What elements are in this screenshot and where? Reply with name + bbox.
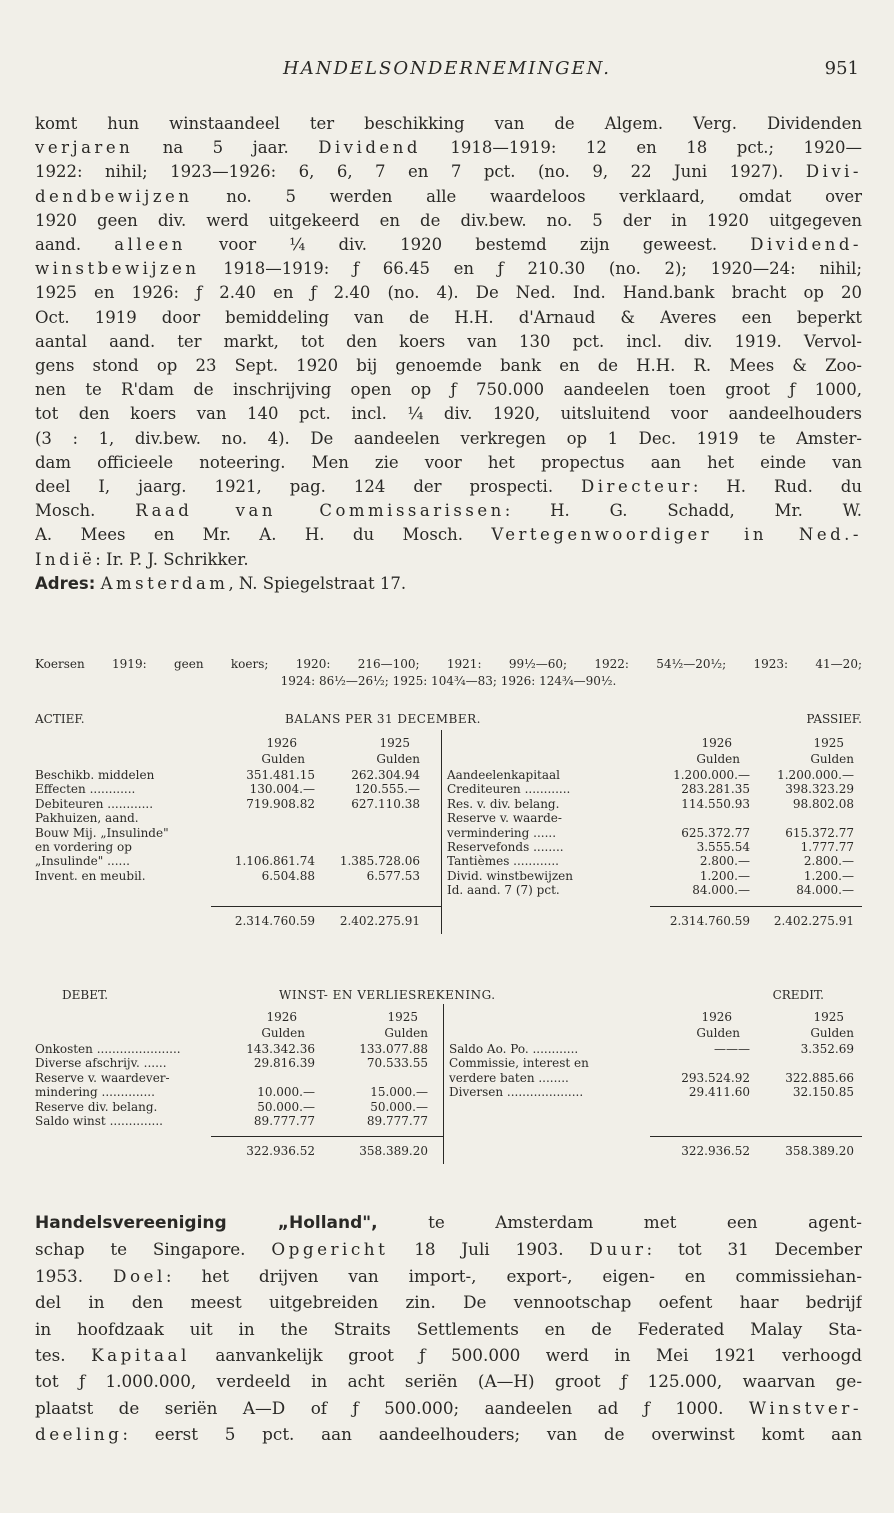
row-label: Onkosten ......................: [35, 1042, 181, 1056]
row-value: 398.323.29: [785, 782, 854, 797]
text-line: in hoofdzaak uit in the Straits Settlements en de Federated Malay Sta-: [35, 1318, 862, 1339]
column-unit: Gulden: [261, 752, 305, 766]
row-value: 120.555.—: [354, 782, 420, 797]
column-unit: Gulden: [384, 1026, 428, 1040]
row-value: 89.777.77: [253, 1114, 315, 1128]
total-value: 2.402.275.91: [773, 913, 854, 928]
row-value: 50.000.—: [257, 1099, 315, 1114]
profit-loss-account: [35, 988, 862, 1178]
prices-line: 1924: 86½—26½; 1925: 104¾—83; 1926: 124¾—90½.: [280, 674, 617, 688]
address-line: Adres: Amsterdam, N. Spiegelstraat 17.: [35, 573, 407, 593]
row-label: Reservefonds ........: [447, 840, 564, 854]
text-line: dendbewijzen no. 5 werden alle waardeloos verklaard, omdat over: [35, 186, 862, 206]
row-value: 1.106.861.74: [234, 854, 315, 869]
text-line: aantal aand. ter markt, tot den koers van 130 pct. incl. div. 1919. Vervol-: [35, 331, 862, 351]
row-value: 6.577.53: [366, 868, 420, 883]
row-value: 1.200.000.—: [673, 768, 750, 782]
row-label: Diverse afschrijv. ......: [35, 1056, 167, 1071]
column-divider: [441, 730, 442, 934]
text-line: dam officieele noteering. Men zie voor het propectus aan het einde van: [35, 452, 862, 472]
row-label: Res. v. div. belang.: [447, 796, 560, 811]
text-line: aand. alleen voor ¼ div. 1920 bestemd zijn geweest. Dividend-: [35, 235, 862, 255]
row-value: 1.200.000.—: [777, 768, 854, 782]
paragraph-company-2: [35, 1209, 862, 1448]
row-label: Tantièmes ............: [447, 854, 559, 869]
total-rule: [211, 906, 441, 907]
row-label: vermindering ......: [447, 825, 557, 840]
row-value: 10.000.—: [257, 1085, 315, 1100]
column-year: 1926: [701, 736, 732, 750]
row-label: Saldo winst ..............: [35, 1114, 163, 1128]
row-value: 143.342.36: [246, 1042, 315, 1056]
row-value: 615.372.77: [785, 825, 854, 840]
row-value: 98.802.08: [792, 796, 854, 811]
text-line: schap te Singapore. Opgericht 18 Juli 1903. Duur: tot 31 December: [35, 1239, 862, 1260]
address-label: Adres:: [35, 573, 96, 593]
text-line: del in den meest uitgebreiden zin. De vennootschap oefent haar bedrijf: [35, 1292, 862, 1313]
row-value: 1.385.728.06: [339, 854, 420, 869]
row-value: 15.000.—: [370, 1085, 428, 1100]
prices-line: Koersen 1919: geen koers; 1920: 216—100; 1921: 99½—60; 1922: 54½—20½; 1923: 41—20;: [35, 657, 862, 671]
page-header: [35, 58, 859, 88]
row-label: Reserve v. waardever-: [35, 1070, 170, 1085]
row-label: Divid. winstbewijzen: [447, 868, 573, 883]
row-label: en vordering op: [35, 840, 132, 854]
total-value: 358.389.20: [785, 1144, 854, 1159]
table-right-title: PASSIEF.: [806, 712, 862, 726]
column-year: 1925: [813, 1010, 844, 1024]
text-line: tes. Kapitaal aanvankelijk groot ƒ 500.000 werd in Mei 1921 verhoogd: [35, 1345, 862, 1366]
row-label: mindering ..............: [35, 1085, 155, 1100]
table-title: WINST- EN VERLIESREKENING.: [279, 988, 496, 1002]
page-number: 951: [824, 58, 859, 79]
text-line: Handelsvereeniging „Holland", te Amsterdam met een agent-: [35, 1212, 862, 1233]
row-value: 3.352.69: [800, 1042, 854, 1056]
text-line: 1920 geen div. werd uitgekeerd en de div.bew. no. 5 der in 1920 uitgegeven: [35, 210, 862, 230]
row-value: 2.800.—: [803, 854, 854, 869]
row-value: 283.281.35: [681, 782, 750, 797]
text-line: tot den koers van 140 pct. incl. ¼ div. 1920, uitsluitend voor aandeelhouders: [35, 404, 862, 424]
running-title: HANDELSONDERNEMINGEN.: [283, 58, 611, 79]
row-value: 29.411.60: [688, 1085, 750, 1100]
table-right-title: CREDIT.: [772, 988, 824, 1002]
total-value: 358.389.20: [359, 1144, 428, 1159]
row-value: 89.777.77: [366, 1114, 428, 1128]
text-line: komt hun winstaandeel ter beschikking van de Algem. Verg. Dividenden: [35, 114, 862, 133]
table-left-title: DEBET.: [62, 988, 109, 1002]
text-line: deel I, jaarg. 1921, pag. 124 der prospecti. Directeur: H. Rud. du: [35, 477, 862, 497]
row-label: Bouw Mij. „Insulinde": [35, 825, 169, 840]
row-label: Crediteuren ............: [447, 782, 571, 797]
column-unit: Gulden: [810, 752, 854, 766]
column-unit: Gulden: [696, 1026, 740, 1040]
column-year: 1925: [813, 736, 844, 750]
row-label: Pakhuizen, aand.: [35, 811, 139, 826]
text-line: verjaren na 5 jaar. Dividend 1918—1919: 12 en 18 pct.; 1920—: [35, 138, 862, 158]
text-line: 1953. Doel: het drijven van import-, export-, eigen- en commissiehan-: [35, 1265, 862, 1286]
table-left-title: ACTIEF.: [35, 712, 85, 726]
row-label: Reserve v. waarde-: [447, 811, 562, 826]
text-line: Oct. 1919 door bemiddeling van de H.H. d'Arnaud & Averes een beperkt: [35, 307, 862, 327]
column-unit: Gulden: [810, 1026, 854, 1040]
row-value: 29.816.39: [253, 1056, 315, 1071]
row-label: Commissie, interest en: [449, 1056, 589, 1071]
total-value: 322.936.52: [246, 1144, 315, 1159]
total-value: 2.402.275.91: [339, 913, 420, 928]
row-value: 84.000.—: [796, 883, 854, 898]
text-line: A. Mees en Mr. A. H. du Mosch. Vertegenwoordiger in Ned.-: [35, 525, 862, 545]
row-label: Reserve div. belang.: [35, 1099, 158, 1114]
row-value: 1.200.—: [699, 868, 750, 883]
total-value: 2.314.760.59: [669, 913, 750, 928]
row-label: Invent. en meubil.: [35, 868, 146, 883]
text-line: nen te R'dam de inschrijving open op ƒ 750.000 aandeelen toen groot ƒ 1000,: [35, 380, 862, 400]
text-line: deeling: eerst 5 pct. aan aandeelhouders; van de overwinst komt aan: [35, 1424, 862, 1445]
row-value: 1.200.—: [803, 868, 854, 883]
row-value: 351.481.15: [246, 768, 315, 782]
row-value: 6.504.88: [261, 868, 315, 883]
table-title: BALANS PER 31 DECEMBER.: [285, 712, 481, 726]
column-unit: Gulden: [696, 752, 740, 766]
column-year: 1926: [266, 736, 297, 750]
text-line: 1925 en 1926: ƒ 2.40 en ƒ 2.40 (no. 4). De Ned. Ind. Hand.bank bracht op 20: [35, 283, 862, 303]
column-unit: Gulden: [261, 1026, 305, 1040]
total-rule: [211, 1136, 443, 1137]
row-value: 625.372.77: [681, 825, 750, 840]
row-label: verdere baten ........: [449, 1070, 569, 1085]
row-value: 130.004.—: [249, 782, 315, 797]
row-value: 627.110.38: [351, 796, 420, 811]
row-value: 70.533.55: [366, 1056, 428, 1071]
total-value: 2.314.760.59: [234, 913, 315, 928]
paragraph-company-1: [35, 112, 862, 596]
text-line: 1922: nihil; 1923—1926: 6, 6, 7 en 7 pct. (no. 9, 22 Juni 1927). Divi-: [35, 162, 862, 182]
row-value: 262.304.94: [351, 768, 420, 782]
row-label: Aandeelenkapitaal: [447, 768, 561, 782]
row-value: 50.000.—: [370, 1099, 428, 1114]
row-value: ———: [714, 1042, 750, 1056]
row-value: 114.550.93: [681, 796, 750, 811]
row-label: Debiteuren ............: [35, 796, 154, 811]
row-value: 293.524.92: [681, 1070, 750, 1085]
text-line: (3 : 1, div.bew. no. 4). De aandeelen verkregen op 1 Dec. 1919 te Amster-: [35, 428, 862, 448]
row-value: 3.555.54: [696, 840, 750, 854]
text-line: tot ƒ 1.000.000, verdeeld in acht seriën (A—H) groot ƒ 125.000, waarvan ge-: [35, 1371, 862, 1392]
row-value: 719.908.82: [246, 796, 315, 811]
text-line: Indië: Ir. P. J. Schrikker.: [35, 549, 249, 569]
total-value: 322.936.52: [681, 1144, 750, 1159]
row-label: Diversen ....................: [449, 1085, 584, 1100]
text-line: winstbewijzen 1918—1919: ƒ 66.45 en ƒ 210.30 (no. 2); 1920—24: nihil;: [35, 259, 862, 279]
row-value: 322.885.66: [785, 1070, 854, 1085]
row-value: 84.000.—: [692, 883, 750, 898]
row-value: 2.800.—: [699, 854, 750, 869]
row-label: Id. aand. 7 (7) pct.: [447, 883, 560, 898]
row-label: Effecten ............: [35, 782, 136, 797]
row-label: Saldo Ao. Po. ............: [449, 1042, 579, 1056]
row-value: 32.150.85: [792, 1085, 854, 1100]
share-prices: [35, 656, 862, 690]
text-line: Mosch. Raad van Commissarissen: H. G. Schadd, Mr. W.: [35, 501, 862, 521]
row-label: Beschikb. middelen: [35, 768, 155, 782]
column-year: 1926: [266, 1010, 297, 1024]
column-year: 1925: [387, 1010, 418, 1024]
column-divider: [443, 1004, 444, 1164]
column-year: 1925: [379, 736, 410, 750]
row-label: „Insulinde" ......: [35, 854, 130, 869]
row-value: 1.777.77: [800, 840, 854, 854]
total-rule: [650, 906, 862, 907]
text-line: gens stond op 23 Sept. 1920 bij genoemde bank en de H.H. R. Mees & Zoo-: [35, 356, 862, 376]
text-line: plaatst de seriën A—D of ƒ 500.000; aandeelen ad ƒ 1000. Winstver-: [35, 1397, 862, 1418]
total-rule: [650, 1136, 862, 1137]
company-name: Handelsvereeniging „Holland",: [35, 1213, 378, 1233]
column-year: 1926: [701, 1010, 732, 1024]
balance-sheet: [35, 708, 862, 978]
column-unit: Gulden: [376, 752, 420, 766]
row-value: 133.077.88: [359, 1042, 428, 1056]
